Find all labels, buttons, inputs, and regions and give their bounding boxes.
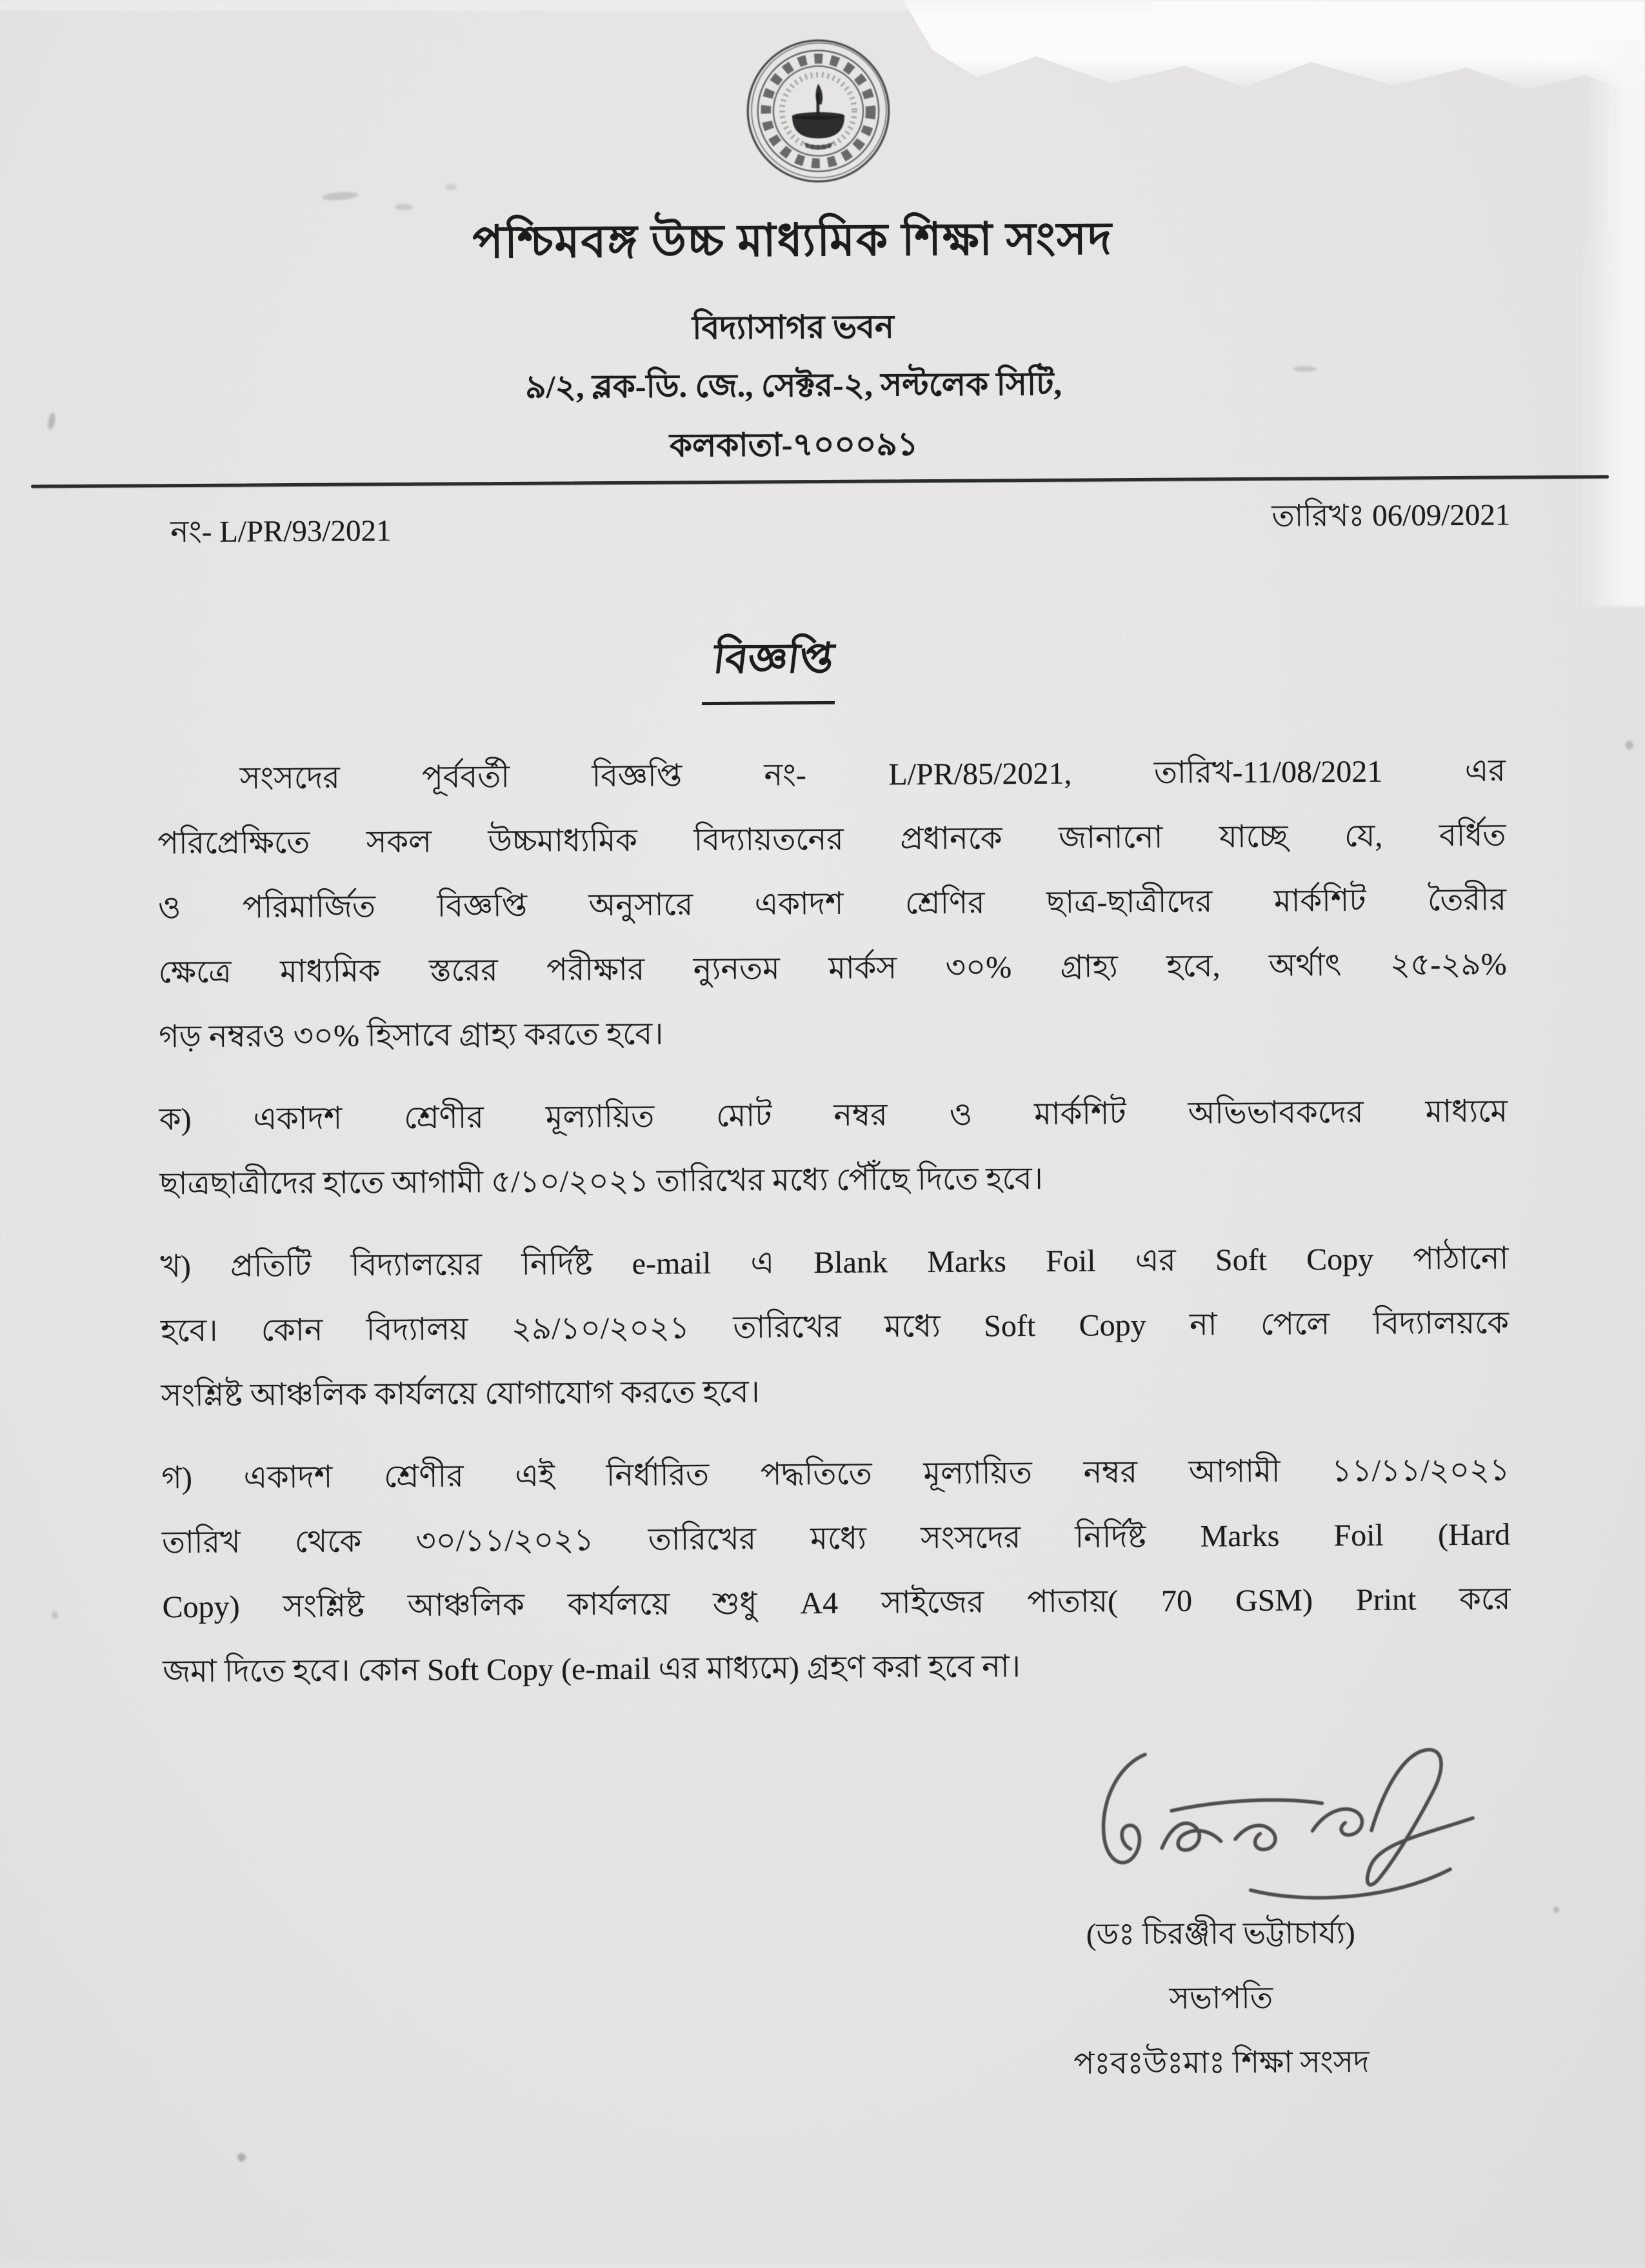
body-line: ছাত্রছাত্রীদের হাতে আগামী ৫/১০/২০২১ তারিখের মধ্যে পৌঁছে দিতে হবে। [159, 1161, 1043, 1202]
memo-number: নং- L/PR/93/2021 [170, 514, 392, 550]
notice-body [157, 739, 1511, 1723]
paragraph-ga [161, 1438, 1511, 1705]
body-line: তারিখ থেকে ৩০/১১/২০২১ তারিখের মধ্যে সংসদের নির্দিষ্ট Marks Foil (Hard [161, 1517, 1511, 1560]
paragraph-kha [160, 1227, 1510, 1429]
notice-title: বিজ্ঞপ্তি [702, 627, 844, 705]
body-line: গ) একাদশ শ্রেণীর এই নির্ধারিত পদ্ধতিতে মূল্যায়িত নম্বর আগামী ১১/১১/২০২১ [161, 1453, 1510, 1496]
body-line: ও পরিমার্জিত বিজ্ঞপ্তি অনুসারে একাদশ শ্রেণির ছাত্র-ছাত্রীদের মার্কশিট তৈরীর [157, 882, 1507, 926]
org-name: পশ্চিমবঙ্গ উচ্চ মাধ্যমিক শিক্ষা সংসদ [472, 214, 1113, 268]
signatory-designation: সভাপতি [1169, 1981, 1273, 2016]
paragraph-ka [159, 1080, 1508, 1217]
paragraph-intro [157, 739, 1507, 1070]
body-line: ক) একাদশ শ্রেণীর মূল্যায়িত মোট নম্বর ও মার্কশিট অভিভাবকদের মাধ্যমে [159, 1094, 1508, 1137]
city-line: কলকাতা-৭০০০৯১ [669, 426, 919, 464]
body-line: সংসদের পূর্ববর্তী বিজ্ঞপ্তি নং- L/PR/85/2021, তারিখ-11/08/2021 এর [239, 753, 1506, 796]
body-line: পরিপ্রেক্ষিতে সকল উচ্চমাধ্যমিক বিদ্যায়তনের প্রধানকে জানানো যাচ্ছে যে, বর্ধিত [157, 818, 1506, 861]
signatory-name: (ডঃ চিরঞ্জীব ভট্টাচার্য্য) [1086, 1916, 1355, 1952]
signature-scribble-icon [1063, 1725, 1497, 1915]
council-seal-icon [743, 35, 893, 186]
body-line: গড় নম্বরও ৩০% হিসাবে গ্রাহ্য করতে হবে। [159, 1017, 664, 1055]
body-line: ক্ষেত্রে মাধ্যমিক স্তরের পরীক্ষার ন্যুনতম মার্কস ৩০% গ্রাহ্য হবে, অর্থাৎ ২৫-২৯% [158, 947, 1507, 990]
signatory-block [941, 1900, 1500, 2097]
body-line: হবে। কোন বিদ্যালয় ২৯/১০/২০২১ তারিখের মধ্যে Soft Copy না পেলে বিদ্যালয়কে [160, 1306, 1510, 1349]
body-line: জমা দিতে হবে। কোন Soft Copy (e-mail এর মাধ্যমে) গ্রহণ করা হবে না। [163, 1649, 1021, 1689]
body-line: সংশ্লিষ্ট আঞ্চলিক কার্যলয়ে যোগাযোগ করতে হবে। [161, 1375, 760, 1413]
body-line: Copy) সংশ্লিষ্ট আঞ্চলিক কার্যলয়ে শুধু A4 সাইজের পাতায়( 70 GSM) Print করে [162, 1582, 1511, 1625]
signatory-organization: পঃবঃউঃমাঃ শিক্ষা সংসদ [1073, 2045, 1370, 2081]
address-line: ৯/২, ব্লক-ডি. জে., সেক্টর-২, সল্টলেক সিটি, [525, 365, 1062, 405]
notice-date: তারিখঃ 06/09/2021 [1271, 498, 1511, 533]
building-name: বিদ্যাসাগর ভবন [692, 308, 895, 346]
body-line: খ) প্রতিটি বিদ্যালয়ের নির্দিষ্ট e-mail এ Blank Marks Foil এর Soft Copy পাঠানো [160, 1241, 1509, 1284]
